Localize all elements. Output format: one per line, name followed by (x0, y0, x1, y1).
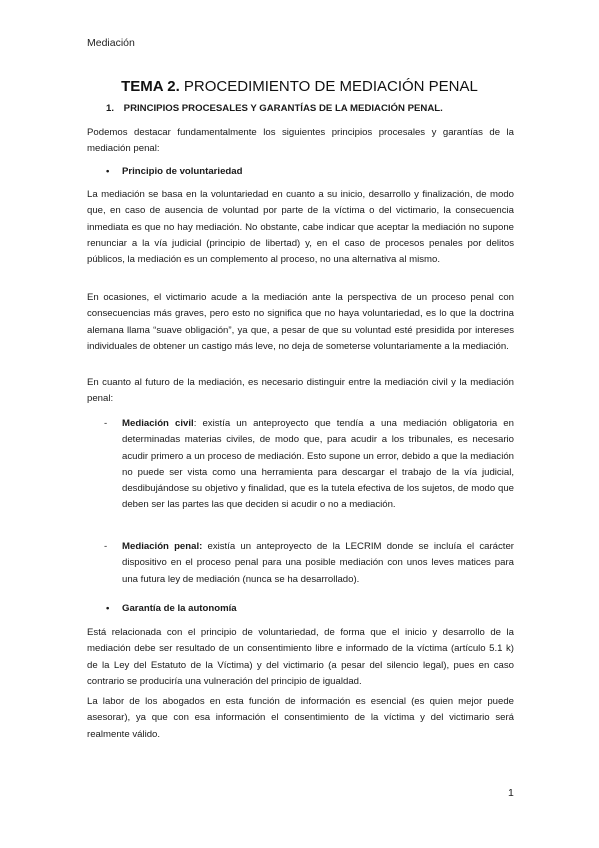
bullet-autonomia (106, 603, 237, 614)
intro-paragraph: Podemos destacar fundamentalmente los siguientes principios procesales y garantías de la mediación penal: (87, 127, 514, 155)
paragraph-suave-obligacion: En ocasiones, el victimario acude a la mediación ante la perspectiva de un proceso penal con consecuencias más graves, pero esto no significa que no haya voluntariedad, es lo que la doctrina alemana llama “suave obligación”, ya que, a pesar de que su voluntad esté presidida por intereses individuales de obtener un castigo más leve, no deja de someterse voluntariamente a la mediación. (87, 292, 514, 352)
paragraph-abogados: La labor de los abogados en esta función de información es esencial (es quien mejor puede asesorar), ya que con esa información el consentimiento de la víctima y del victimario será realmente válido. (87, 696, 514, 740)
bullet-voluntariedad (106, 166, 242, 177)
list-item-text: : existía un anteproyecto que tendía a una mediación obligatoria en determinadas materias civiles, de modo que, para acudir a los tribunales, es necesario acudir primero a un proceso de mediación. Esto supone un error, debido a que la mediación no puede ser vista como una herramienta para descargar el trabajo de la vía judicial, desdibujándose su objetivo y finalidad, que es la tutela efectiva de los sujetos, de modo que deben ser las partes las que deciden si acudir o no a mediación. (122, 418, 514, 511)
list-dash: - (104, 418, 108, 429)
section-number: 1. (106, 103, 115, 114)
title-tema: TEMA 2. (121, 78, 180, 95)
list-item (104, 416, 514, 514)
section-title: PRINCIPIOS PROCESALES Y GARANTÍAS DE LA MEDIACIÓN PENAL. (123, 103, 443, 114)
paragraph-futuro: En cuanto al futuro de la mediación, es necesario distinguir entre la mediación civil y la mediación penal: (87, 377, 514, 405)
bullet-label: Principio de voluntariedad (122, 166, 243, 177)
bullet-dot: • (106, 603, 110, 614)
page-number: 1 (508, 787, 514, 799)
paragraph-voluntariedad: La mediación se basa en la voluntariedad en cuanto a su inicio, desarrollo y finalización, de modo que, en caso de ausencia de voluntad por parte de la víctima o del victimario, la consecuencia inmediata es que no hay mediación. No obstante, cabe indicar que aceptar la mediación no supone renunciar a la vía judicial (principio de libertad) y, en el caso de procesos penales por delitos públicos, la mediación es un complemento al proceso, no una alternativa al mismo. (87, 189, 514, 266)
paragraph-autonomia: Está relacionada con el principio de voluntariedad, de forma que el inicio y desarrollo de la mediación debe ser resultado de un consentimiento libre e informado de la víctima (artículo 5.1 k) de la Ley del Estatuto de la Víctima) y del victimario (a pesar del silencio legal), pues en caso contrario se produciría una vulneración del principio de igualdad. (87, 627, 514, 687)
title-text: PROCEDIMIENTO DE MEDIACIÓN PENAL (179, 78, 478, 95)
list-dash: - (104, 541, 108, 552)
bullet-dot: • (106, 166, 110, 177)
page-title (0, 78, 599, 95)
bullet-label: Garantía de la autonomía (122, 603, 237, 614)
page-header: Mediación (87, 37, 135, 49)
list-item-label: Mediación penal: (122, 541, 203, 552)
list-item-label: Mediación civil (122, 418, 194, 429)
list-item-text: existía un anteproyecto de la LECRIM donde se incluía el carácter dispositivo en el proceso penal para una posible mediación con unos leves matices para una futura ley de mediación (nunca se ha desarrollado). (122, 541, 514, 585)
section-heading (106, 103, 443, 114)
list-item (104, 539, 514, 588)
